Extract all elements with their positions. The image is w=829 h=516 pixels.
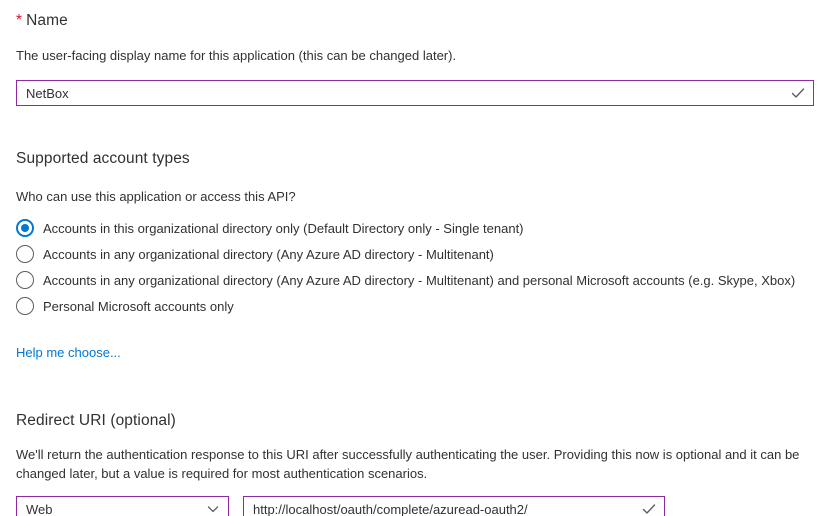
- name-description: The user-facing display name for this application (this can be changed later).: [16, 48, 457, 63]
- radio-unselected-icon: [16, 245, 34, 263]
- account-types-title: Supported account types: [16, 150, 190, 167]
- redirect-uri-section: [16, 412, 814, 516]
- radio-option-personal-only[interactable]: [16, 293, 814, 319]
- account-types-radio-group: [16, 215, 814, 319]
- required-asterisk: *: [16, 12, 23, 29]
- platform-select-value: Web: [26, 501, 53, 516]
- radio-option-single-tenant[interactable]: [16, 215, 814, 241]
- radio-selected-icon: [16, 219, 34, 237]
- radio-option-label: Accounts in any organizational directory (Any Azure AD directory - Multitenant): [43, 246, 494, 262]
- radio-option-multitenant[interactable]: [16, 241, 814, 267]
- name-input[interactable]: [17, 81, 813, 105]
- name-title-text: Name: [26, 12, 68, 29]
- redirect-uri-input-container: [243, 496, 665, 516]
- radio-option-label: Personal Microsoft accounts only: [43, 298, 234, 314]
- platform-select[interactable]: [16, 496, 229, 516]
- account-types-question: Who can use this application or access this API?: [16, 189, 296, 204]
- redirect-uri-description: We'll return the authentication response to this URI after successfully authenticating the user. Providing this now is optional and it can be changed later, but a value is required for most authentication scenarios.: [16, 447, 800, 481]
- radio-unselected-icon: [16, 297, 34, 315]
- supported-account-types-section: [16, 150, 814, 362]
- checkmark-icon: [790, 85, 806, 101]
- radio-unselected-icon: [16, 271, 34, 289]
- checkmark-icon: [641, 501, 657, 516]
- radio-option-label: Accounts in this organizational directory only (Default Directory only - Single tenant): [43, 220, 524, 236]
- redirect-uri-input[interactable]: [244, 497, 664, 516]
- redirect-uri-title: Redirect URI (optional): [16, 412, 176, 429]
- radio-option-label: Accounts in any organizational directory (Any Azure AD directory - Multitenant) and personal Microsoft accounts (e.g. Skype, Xbox): [43, 272, 796, 288]
- name-section-title: [16, 12, 814, 30]
- help-me-choose-link[interactable]: Help me choose...: [16, 345, 121, 360]
- name-input-container: [16, 80, 814, 106]
- chevron-down-icon: [206, 502, 220, 516]
- radio-option-multitenant-personal[interactable]: [16, 267, 814, 293]
- redirect-uri-controls: [16, 496, 814, 516]
- name-section: [16, 12, 814, 106]
